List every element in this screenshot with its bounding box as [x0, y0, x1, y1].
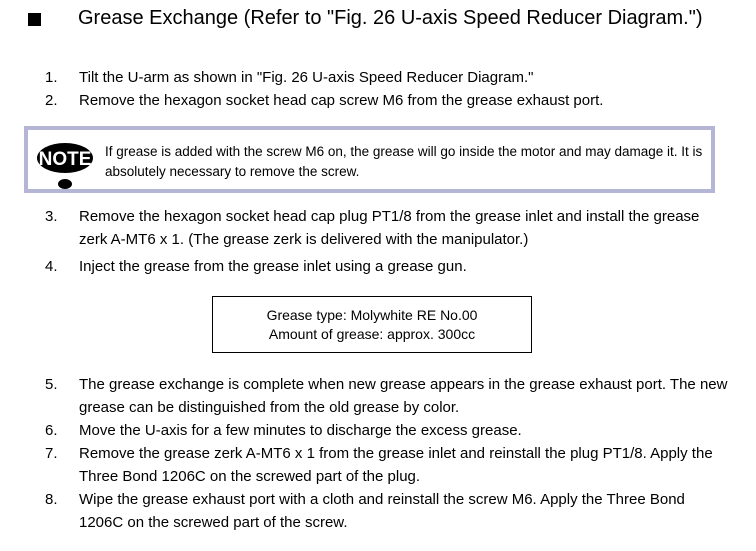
- step-text: Wipe the grease exhaust port with a cloth and reinstall the screw M6. Apply the Three Bond 1206C on the screwed part of the screw.: [79, 491, 685, 531]
- step-number: 7.: [45, 445, 58, 462]
- step-number: 5.: [45, 376, 58, 393]
- step-text: Tilt the U-arm as shown in "Fig. 26 U-axis Speed Reducer Diagram.": [79, 69, 534, 86]
- step-number: 3.: [45, 208, 58, 225]
- list-item: [0, 66, 756, 89]
- step-text: Inject the grease from the grease inlet using a grease gun.: [79, 258, 467, 275]
- list-item: [0, 442, 756, 488]
- list-item: [0, 205, 756, 251]
- list-item: [0, 488, 756, 534]
- list-item: [0, 419, 756, 442]
- step-text: Remove the hexagon socket head cap screw M6 from the grease exhaust port.: [79, 92, 604, 109]
- step-number: 4.: [45, 258, 58, 275]
- note-icon: [36, 138, 94, 190]
- note-box: [24, 126, 715, 193]
- step-number: 6.: [45, 422, 58, 439]
- steps-list-part3: [0, 373, 756, 534]
- square-bullet-icon: [28, 13, 41, 26]
- grease-type-line: Grease type: Molywhite RE No.00: [266, 307, 478, 323]
- step-number: 2.: [45, 92, 58, 109]
- step-text: Remove the hexagon socket head cap plug PT1/8 from the grease inlet and install the grease zerk A-MT6 x 1. (The grease zerk is delivered with the manipulator.): [79, 208, 700, 248]
- list-item: [0, 89, 756, 112]
- step-number: 1.: [45, 69, 58, 86]
- section-heading: [24, 5, 744, 32]
- steps-list-part1: [0, 66, 756, 112]
- note-badge-label: NOTE: [38, 149, 92, 170]
- step-text: Remove the grease zerk A-MT6 x 1 from the grease inlet and reinstall the plug PT1/8. Apply the Three Bond 1206C on the screwed part of the plug.: [79, 445, 713, 485]
- step-text: The grease exchange is complete when new grease appears in the grease exhaust port. The new grease can be distinguished from the old grease by color.: [79, 376, 728, 416]
- step-number: 8.: [45, 491, 58, 508]
- section-title: Grease Exchange (Refer to "Fig. 26 U-axis Speed Reducer Diagram."): [78, 7, 703, 29]
- list-item: [0, 373, 756, 419]
- note-text: If grease is added with the screw M6 on, the grease will go inside the motor and may damage it. It is absolutely necessary to remove the screw.: [105, 144, 703, 179]
- steps-list-part2: [0, 205, 756, 278]
- list-item: [0, 255, 756, 278]
- grease-spec-box: [212, 296, 532, 353]
- grease-amount-line: Amount of grease: approx. 300cc: [268, 326, 476, 342]
- step-text: Move the U-axis for a few minutes to discharge the excess grease.: [79, 422, 522, 439]
